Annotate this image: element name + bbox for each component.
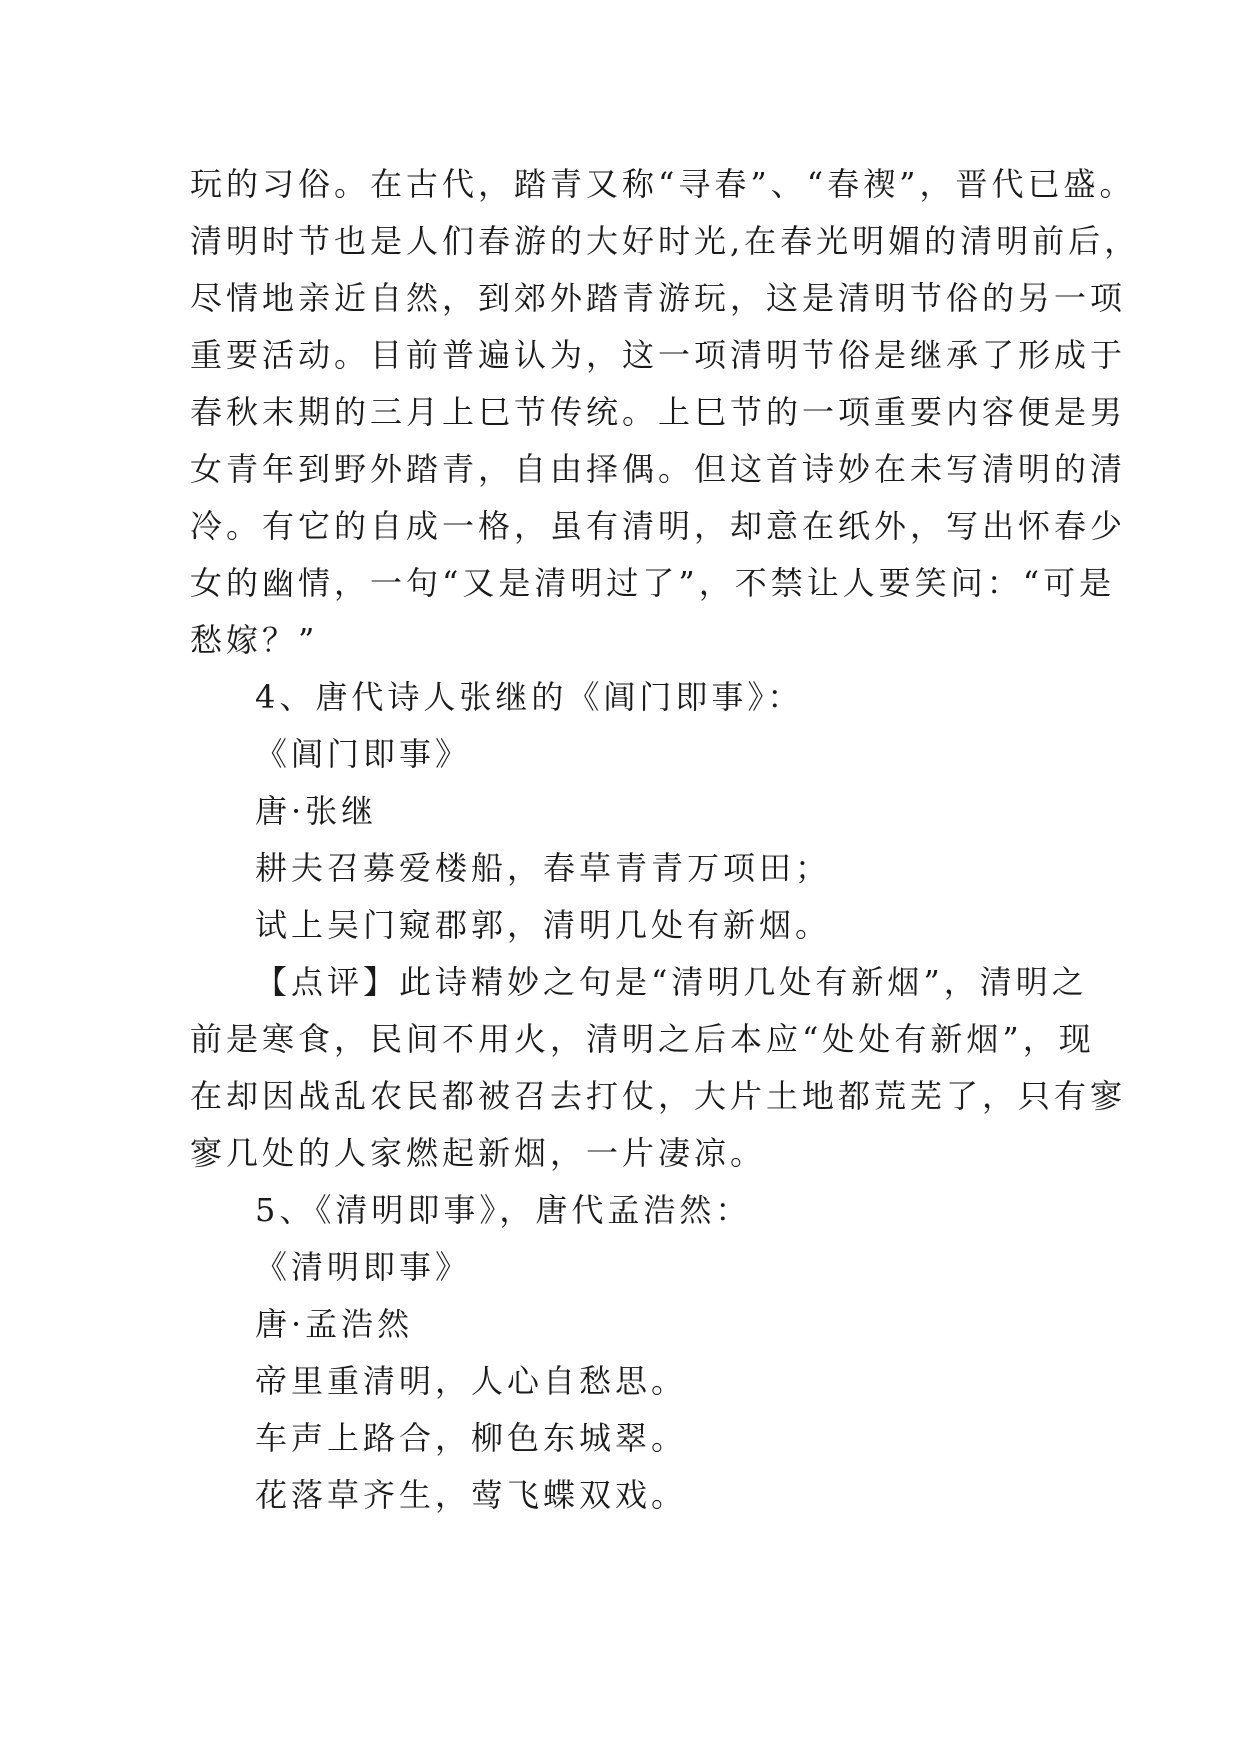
poem-line: 耕夫召募爱楼船，春草青青万项田； — [255, 849, 832, 887]
poem-line: 车声上路合，柳色东城翠。 — [255, 1419, 688, 1457]
paragraph-line: 女青年到野外踏青，自由择偶。但这首诗妙在未写清明的清 — [190, 450, 1127, 488]
poem-line: 帝里重清明，人心自愁思。 — [255, 1362, 688, 1400]
commentary-line: 前是寒食，民间不用火，清明之后本应“处处有新烟”，现 — [190, 1020, 1095, 1058]
poem-line: 花落草齐生，莺飞蝶双戏。 — [255, 1476, 688, 1514]
paragraph-line: 清明时节也是人们春游的大好时光,在春光明媚的清明前后， — [190, 222, 1141, 260]
commentary-line: 【点评】此诗精妙之句是“清明几处有新烟”，清明之 — [255, 963, 1088, 1001]
poem-line: 试上吴门窥郡郭，清明几处有新烟。 — [255, 906, 832, 944]
paragraph-line: 冷。有它的自成一格，虽有清明，却意在纸外，写出怀春少 — [190, 507, 1127, 545]
paragraph-line: 玩的习俗。在古代，踏青又称“寻春”、“春禊”，晋代已盛。 — [190, 165, 1136, 203]
section-heading: 5、《清明即事》，唐代孟浩然： — [255, 1191, 752, 1229]
poem-title: 《阊门即事》 — [255, 735, 472, 773]
commentary-line: 在却因战乱农民都被召去打仗，大片土地都荒芜了，只有寥 — [190, 1077, 1127, 1115]
poem-author: 唐·张继 — [255, 792, 378, 830]
paragraph-line: 春秋末期的三月上巳节传统。上巳节的一项重要内容便是男 — [190, 393, 1127, 431]
section-heading: 4、唐代诗人张继的《阊门即事》： — [255, 678, 804, 716]
commentary-line: 寥几处的人家燃起新烟，一片凄凉。 — [190, 1134, 767, 1172]
paragraph-line: 重要活动。目前普遍认为，这一项清明节俗是继承了形成于 — [190, 336, 1127, 374]
paragraph-line: 女的幽情，一句“又是清明过了”，不禁让人要笑问：“可是 — [190, 564, 1116, 602]
paragraph-line: 愁嫁？” — [190, 621, 319, 659]
poem-title: 《清明即事》 — [255, 1248, 472, 1286]
paragraph-line: 尽情地亲近自然，到郊外踏青游玩，这是清明节俗的另一项 — [190, 279, 1127, 317]
poem-author: 唐·孟浩然 — [255, 1305, 414, 1343]
